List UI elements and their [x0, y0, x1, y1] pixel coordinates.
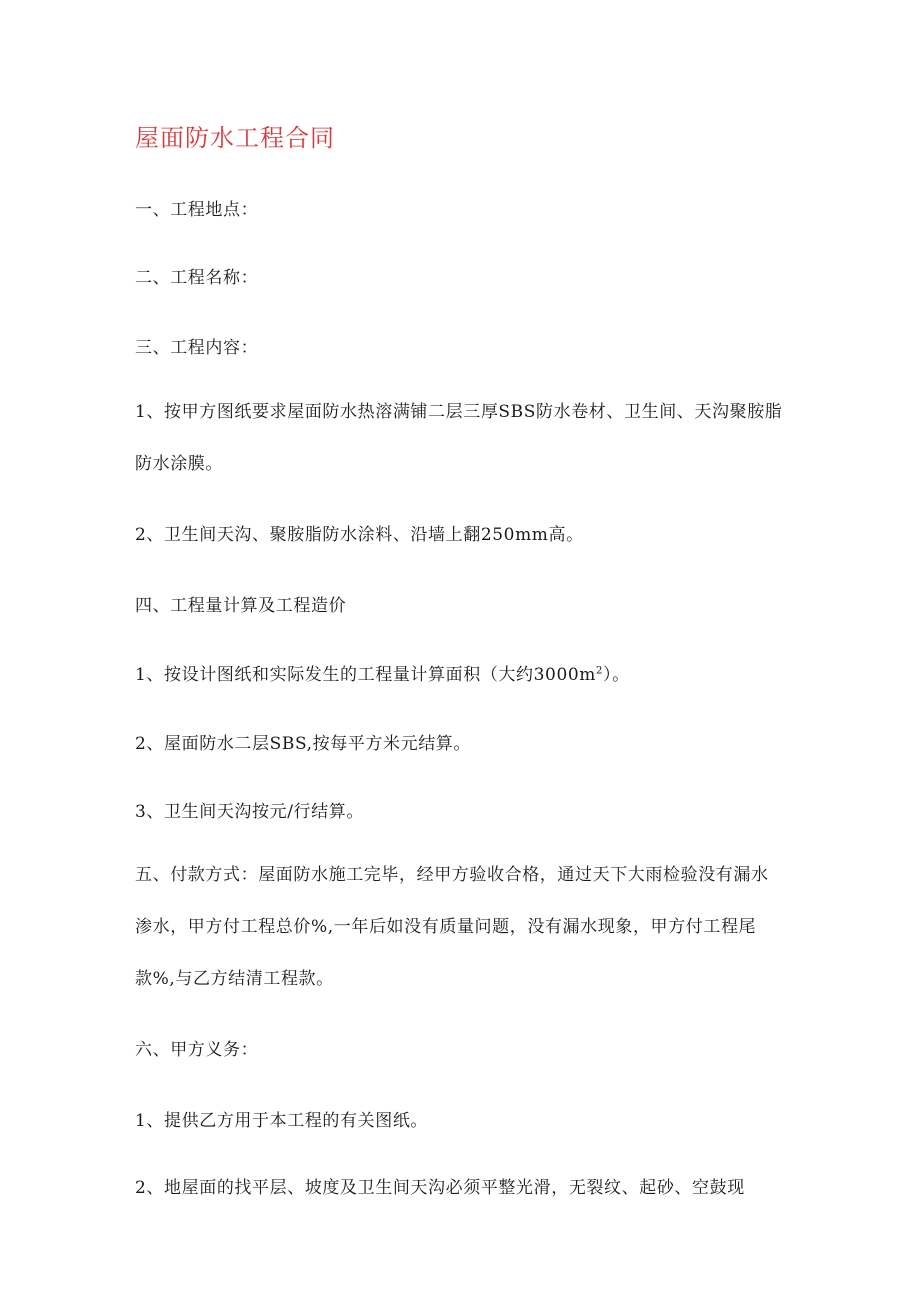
- section-party-a-duties: 六、甲方义务：: [135, 1040, 259, 1060]
- content-item-2: 2、卫生间天沟、聚胺脂防水涂料、沿墙上翻250mm高。: [135, 525, 584, 545]
- quantity-item-3: 3、卫生间天沟按元/行结算。: [135, 802, 364, 822]
- quantity-item-1-end: ）。: [602, 665, 630, 685]
- section-name: 二、工程名称：: [135, 268, 259, 288]
- quantity-item-2: 2、屋面防水二层SBS,按每平方米元结算。: [135, 734, 471, 754]
- quantity-item-1: [135, 660, 630, 685]
- duty-item-2: 2、地屋面的找平层、坡度及卫生间天沟必须平整光滑，无裂纹、起砂、空鼓现: [135, 1178, 745, 1198]
- section-site: 一、工程地点：: [135, 200, 259, 220]
- quantity-item-1-text: 1、按设计图纸和实际发生的工程量计算面积（大约3000m: [135, 665, 596, 685]
- content-item-1: 1、按甲方图纸要求屋面防水热溶满铺二层三厚SBS防水卷材、卫生间、天沟聚胺脂防水涂膜。: [135, 402, 783, 474]
- document-title: 屋面防水工程合同: [135, 124, 335, 152]
- section-content: 三、工程内容：: [135, 338, 259, 358]
- duty-item-1: 1、提供乙方用于本工程的有关图纸。: [135, 1111, 429, 1131]
- section-payment: 五、付款方式：屋面防水施工完毕，经甲方验收合格，通过天下大雨检验没有漏水渗水，甲方付工程总价%,一年后如没有质量问题，没有漏水现象，甲方付工程尾款%,与乙方结清工程款。: [135, 865, 769, 989]
- section-quantity-cost: 四、工程量计算及工程造价: [135, 596, 347, 616]
- superscript-2: 2: [596, 665, 603, 677]
